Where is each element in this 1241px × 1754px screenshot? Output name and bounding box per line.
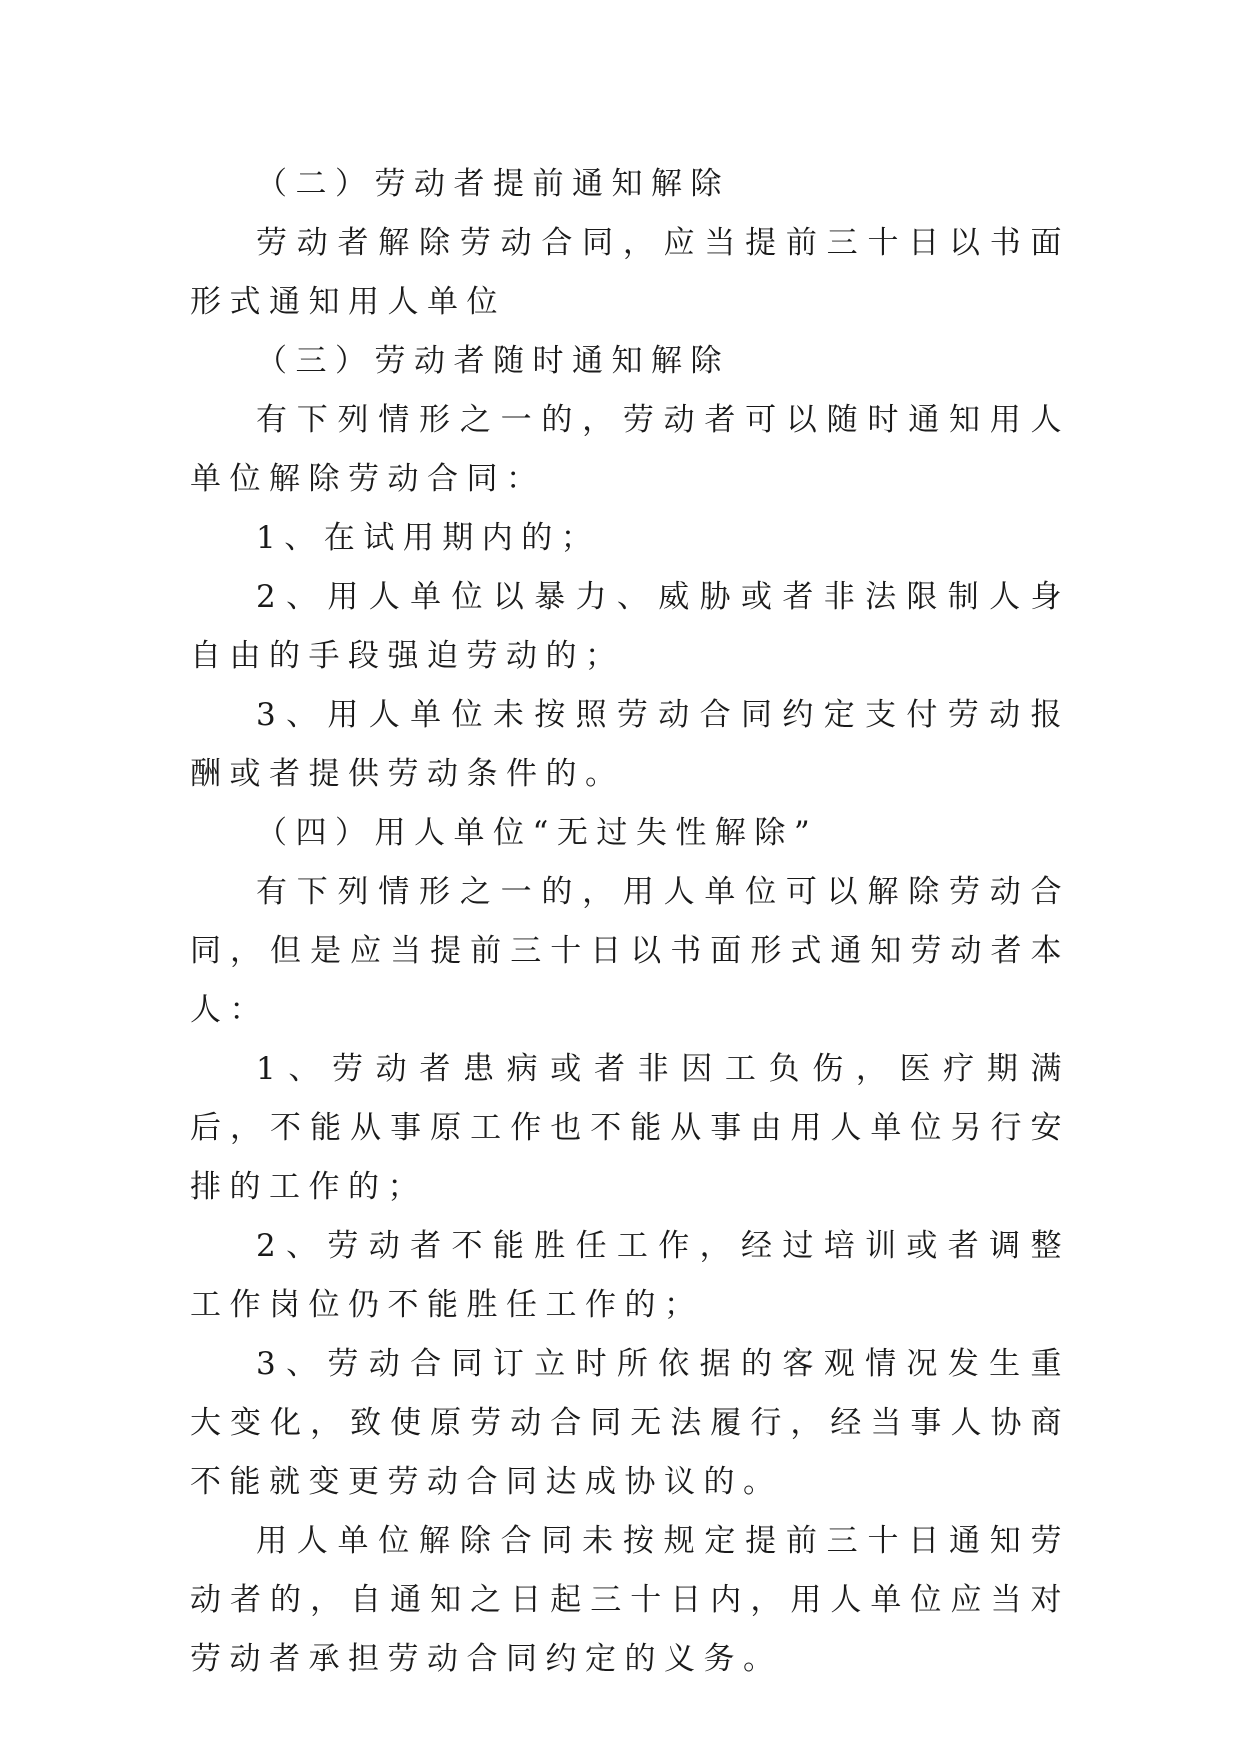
paragraph-notice-obligation: 用人单位解除合同未按规定提前三十日通知劳动者的，自通知之日起三十日内，用人单位应当对劳动者承担劳动合同约定的义务。 <box>190 1523 1070 1677</box>
list-item-changed-circumstances: 3、劳动合同订立时所依据的客观情况发生重大变化，致使原劳动合同无法履行，经当事人协商不能就变更劳动合同达成协议的。 <box>190 1346 1070 1500</box>
list-item-incompetence: 2、劳动者不能胜任工作，经过培训或者调整工作岗位仍不能胜任工作的； <box>190 1228 1070 1323</box>
paragraph-immediate-termination-intro: 有下列情形之一的，劳动者可以随时通知用人单位解除劳动合同： <box>190 402 1070 497</box>
document-body <box>190 155 1070 1689</box>
paragraph-employee-advance-notice: 劳动者解除劳动合同，应当提前三十日以书面形式通知用人单位 <box>190 225 1070 320</box>
list-item-illness-injury: 1、劳动者患病或者非因工负伤，医疗期满后，不能从事原工作也不能从事由用人单位另行安排的工作的； <box>190 1051 1070 1205</box>
paragraph-no-fault-termination-intro: 有下列情形之一的，用人单位可以解除劳动合同，但是应当提前三十日以书面形式通知劳动者本人： <box>190 874 1070 1028</box>
list-item-unpaid-remuneration: 3、用人单位未按照劳动合同约定支付劳动报酬或者提供劳动条件的。 <box>190 697 1070 792</box>
section-heading-3: （三）劳动者随时通知解除 <box>256 343 730 379</box>
list-item-forced-labor: 2、用人单位以暴力、威胁或者非法限制人身自由的手段强迫劳动的； <box>190 579 1070 674</box>
section-heading-4: （四）用人单位“无过失性解除” <box>256 815 819 851</box>
list-item-probation: 1、在试用期内的； <box>256 520 601 556</box>
section-heading-2: （二）劳动者提前通知解除 <box>256 166 730 202</box>
